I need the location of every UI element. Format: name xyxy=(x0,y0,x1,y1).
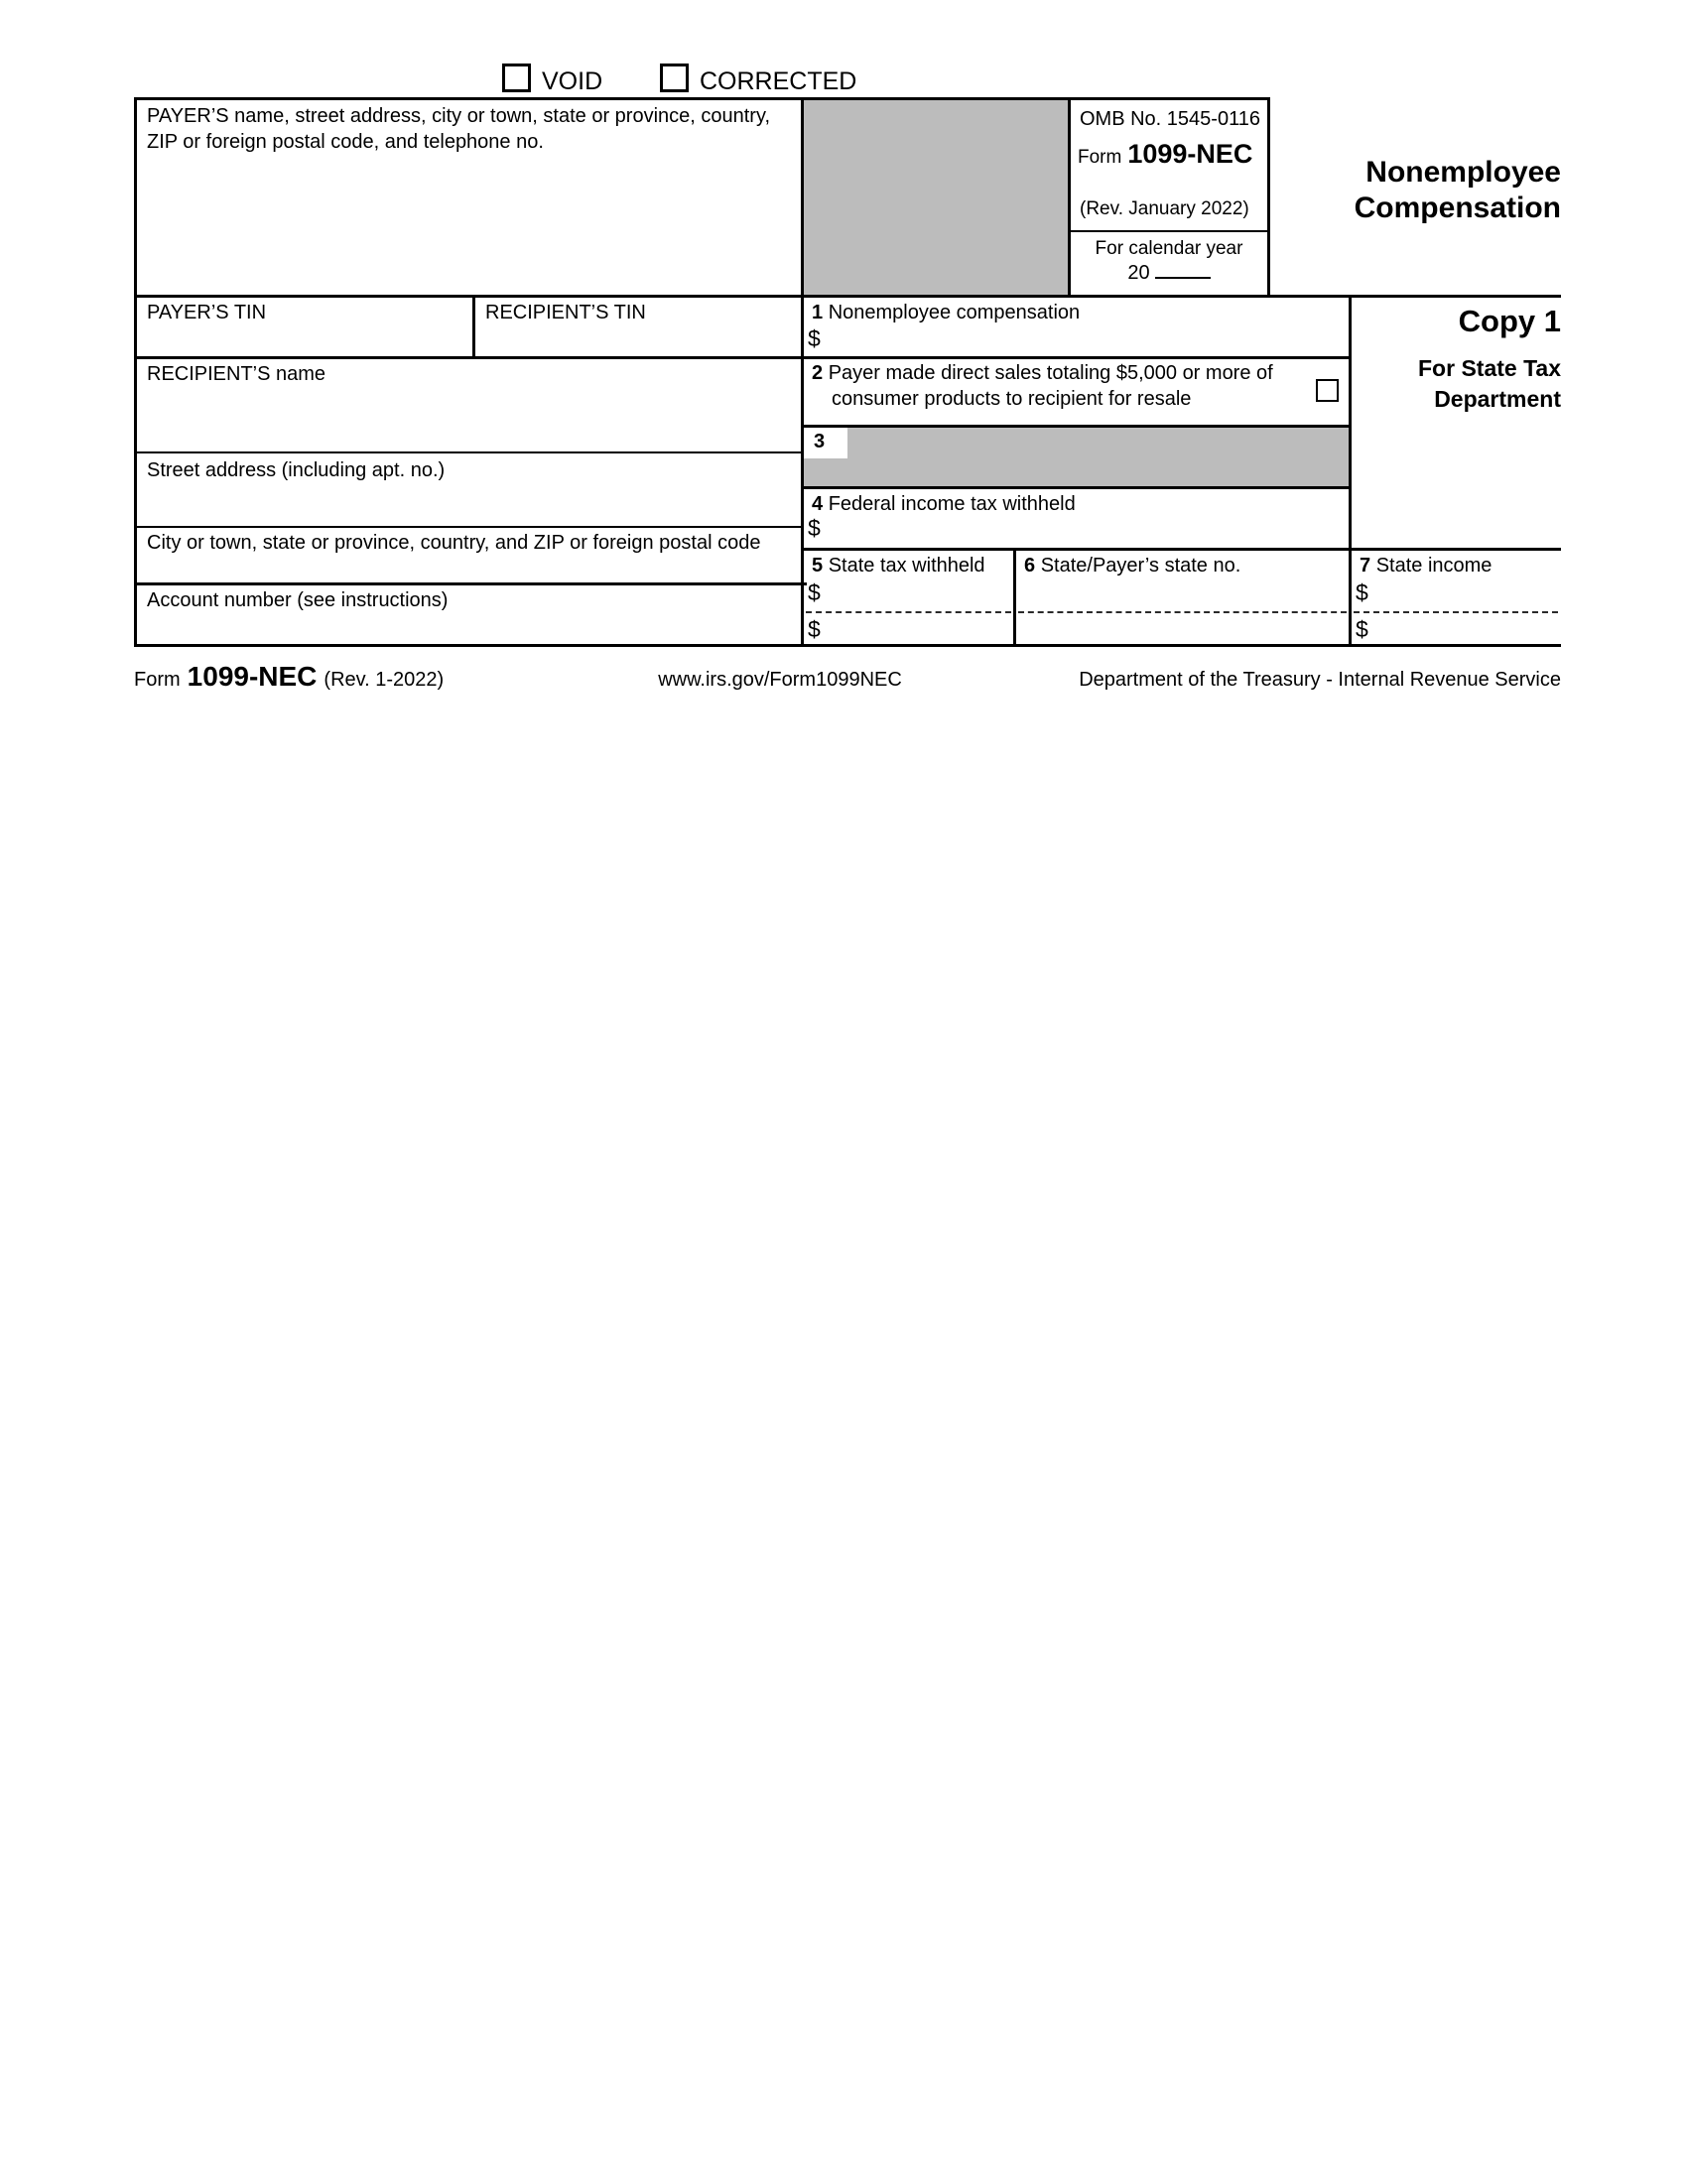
box5-dashed-line xyxy=(806,611,1011,613)
form-title-line1: Nonemployee xyxy=(1365,156,1561,189)
box7-amount-field-1[interactable] xyxy=(1377,579,1556,607)
box3-number-patch xyxy=(804,428,847,458)
recipients-tin-label: RECIPIENT’S TIN xyxy=(485,302,646,323)
footer-form-id xyxy=(134,659,444,695)
void-label: VOID xyxy=(542,67,603,95)
recipients-name-label: RECIPIENT’S name xyxy=(147,363,326,385)
form-revision: (Rev. January 2022) xyxy=(1080,198,1249,219)
row3-border-line xyxy=(134,356,1352,359)
account-number-label: Account number (see instructions) xyxy=(147,589,449,611)
copy-for-line2: Department xyxy=(1434,386,1561,413)
form-number-block xyxy=(1078,137,1252,172)
box2-number: 2 xyxy=(812,362,824,384)
box3-shaded-area xyxy=(804,428,1349,486)
payer-info-label: PAYER’S name, street address, city or town, state or province, country, ZIP or foreign postal code, and telephone no. xyxy=(147,105,771,153)
box7-dashed-line xyxy=(1354,611,1558,613)
city-field[interactable] xyxy=(139,558,794,579)
box5-amount-field-1[interactable] xyxy=(829,579,1007,607)
box6-label-text: State/Payer’s state no. xyxy=(1040,555,1241,577)
box5-dollar-sign-2: $ xyxy=(808,616,821,642)
city-label: City or town, state or province, country, and ZIP or foreign postal code xyxy=(147,532,761,554)
box5-top-line xyxy=(801,548,1561,551)
box1-label xyxy=(812,301,1080,326)
calendar-box-top-line xyxy=(1068,230,1270,232)
box1-label-text: Nonemployee compensation xyxy=(828,302,1081,323)
box2-label xyxy=(812,361,1300,412)
recipients-name-field[interactable] xyxy=(139,389,794,449)
column-divider-line xyxy=(801,97,804,647)
street-address-field[interactable] xyxy=(139,486,794,524)
corrected-label: CORRECTED xyxy=(700,67,857,95)
box7-amount-field-2[interactable] xyxy=(1377,615,1556,641)
footer-form-number: 1099-NEC xyxy=(187,661,318,692)
footer-form-revision: (Rev. 1-2022) xyxy=(324,669,445,691)
payers-tin-field[interactable] xyxy=(139,325,466,353)
account-top-line xyxy=(134,582,807,585)
footer-agency: Department of the Treasury - Internal Revenue Service xyxy=(1079,669,1561,691)
box2-label-text: Payer made direct sales totaling $5,000 or more of consumer products to recipient for resale xyxy=(828,362,1273,410)
box5-label-text: State tax withheld xyxy=(828,555,985,577)
box1-number: 1 xyxy=(812,302,824,323)
form-title-line2: Compensation xyxy=(1354,192,1561,224)
box6-label xyxy=(1024,554,1240,579)
calendar-year-blank[interactable] xyxy=(1155,263,1211,279)
form-border-top xyxy=(134,97,1270,100)
shaded-area-top xyxy=(804,100,1068,295)
box7-label-text: State income xyxy=(1375,555,1492,577)
void-checkbox[interactable] xyxy=(502,64,531,92)
copy-for-line1: For State Tax xyxy=(1418,355,1561,381)
box6-state-no-field-1[interactable] xyxy=(1020,579,1343,607)
box5-amount-field-2[interactable] xyxy=(829,615,1007,641)
box6-dashed-line xyxy=(1018,611,1347,613)
box5-dollar-sign-1: $ xyxy=(808,579,821,605)
calendar-year-label: For calendar year xyxy=(1095,238,1243,259)
footer-form-word: Form xyxy=(134,669,181,691)
box7-dollar-sign-1: $ xyxy=(1356,579,1368,605)
row2-border-line xyxy=(134,295,1561,298)
account-number-field[interactable] xyxy=(139,617,794,641)
street-bottom-line xyxy=(134,526,804,528)
corrected-checkbox[interactable] xyxy=(660,64,689,92)
box3-number: 3 xyxy=(814,431,826,452)
recipients-tin-field[interactable] xyxy=(478,325,796,353)
form-border-left xyxy=(134,97,137,647)
box4-dollar-sign: $ xyxy=(808,515,821,541)
payer-info-field[interactable] xyxy=(139,135,794,289)
box5-number: 5 xyxy=(812,555,824,577)
box7-label xyxy=(1360,554,1492,579)
calendar-year-row xyxy=(1071,261,1267,287)
box3-top-line xyxy=(801,425,1352,428)
box7-number: 7 xyxy=(1360,555,1371,577)
box4-amount-field[interactable] xyxy=(829,514,1343,544)
box4-number: 4 xyxy=(812,493,824,515)
recipient-name-bottom-line xyxy=(134,451,804,453)
tin-divider-line xyxy=(472,295,475,356)
box1-amount-field[interactable] xyxy=(829,323,1343,353)
box4-top-line xyxy=(801,486,1352,489)
form-border-bottom xyxy=(134,644,1561,647)
street-address-label: Street address (including apt. no.) xyxy=(147,459,446,481)
box5-box6-divider-line xyxy=(1013,548,1016,647)
box6-state-no-field-2[interactable] xyxy=(1020,615,1343,641)
footer-url: www.irs.gov/Form1099NEC xyxy=(658,669,902,691)
box2-checkbox[interactable] xyxy=(1316,379,1339,402)
box1-dollar-sign: $ xyxy=(808,325,821,351)
form-number: 1099-NEC xyxy=(1127,139,1253,169)
box4-label-text: Federal income tax withheld xyxy=(828,493,1076,515)
copy-column-left-line xyxy=(1349,295,1352,647)
form-word: Form xyxy=(1078,147,1122,168)
box7-dollar-sign-2: $ xyxy=(1356,616,1368,642)
box6-number: 6 xyxy=(1024,555,1036,577)
omb-number: OMB No. 1545-0116 xyxy=(1080,108,1260,130)
calendar-year-prefix: 20 xyxy=(1127,262,1150,284)
copy-label: Copy 1 xyxy=(1458,304,1561,338)
form-title xyxy=(1231,155,1561,226)
payers-tin-label: PAYER’S TIN xyxy=(147,302,267,323)
copy-for-label xyxy=(1330,353,1561,415)
box5-label xyxy=(812,554,985,579)
